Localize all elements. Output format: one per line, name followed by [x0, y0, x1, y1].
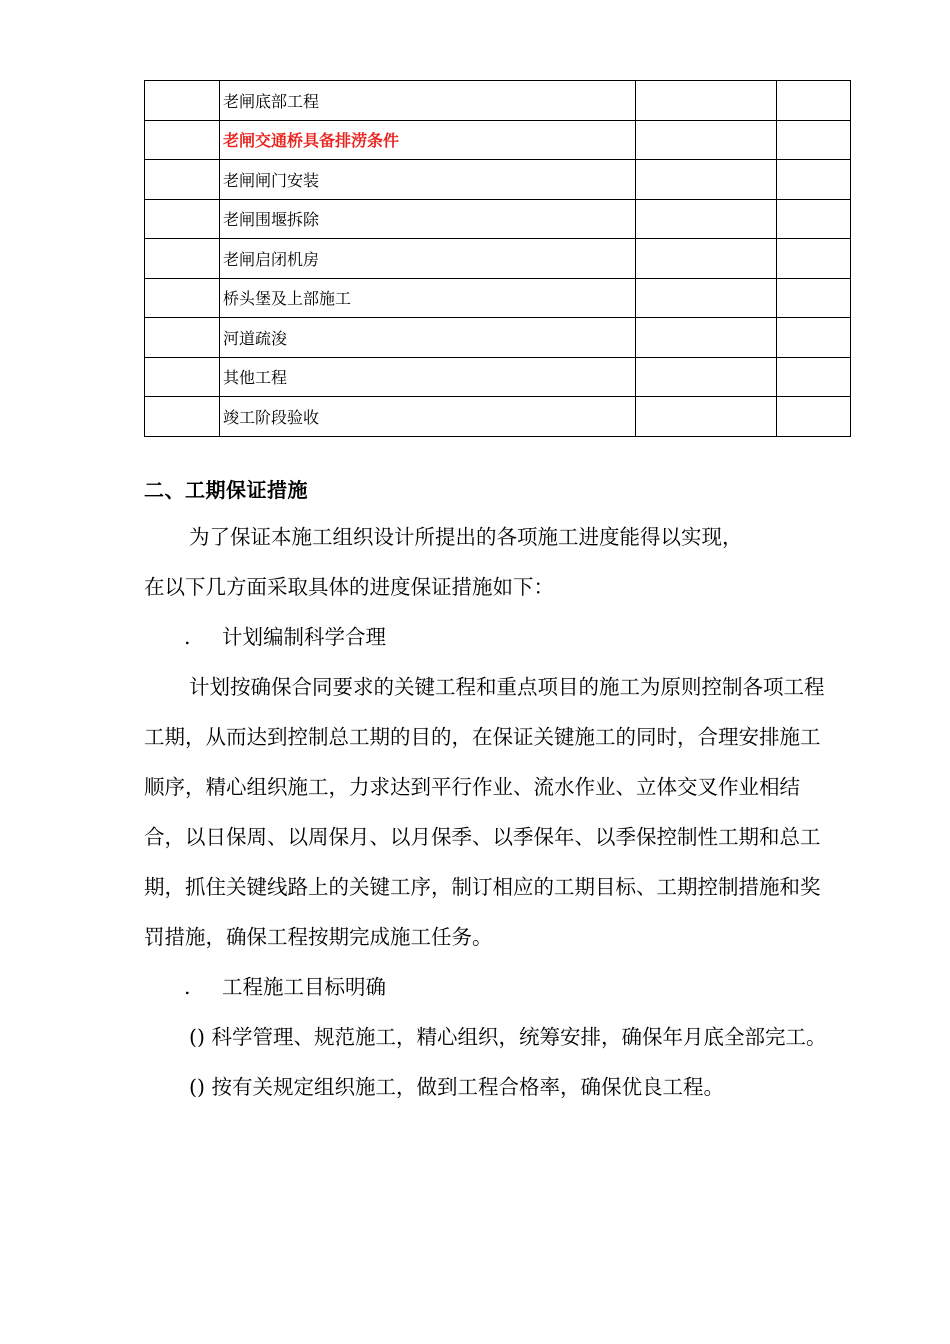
table-cell-blank — [636, 239, 777, 279]
table-cell-item: 老闸底部工程 — [220, 81, 636, 121]
table-cell-item: 老闸闸门安装 — [220, 160, 636, 200]
table-cell-blank — [777, 160, 851, 200]
point-1-bullet: . — [184, 625, 191, 649]
section-heading: 二、工期保证措施 — [144, 478, 308, 502]
table-cell-blank — [777, 397, 851, 437]
table-cell-blank — [145, 318, 220, 358]
table-cell-blank — [636, 81, 777, 121]
item-1-paren: () — [189, 1025, 205, 1049]
point-1-paragraph: 计划按确保合同要求的关键工程和重点项目的施工为原则控制各项工程工期，从而达到控制总工期的目的，在保证关键施工的同时，合理安排施工顺序，精心组织施工，力求达到平行作业、流水作业、立体交叉作业相结合，以日保周、以周保月、以月保季、以季保年、以季保控制性工期和总工期，抓住关键线路上的关键工序，制订相应的工期目标、工期控制措施和奖罚措施，确保工程按期完成施工任务。 — [144, 675, 825, 949]
table-cell-item: 河道疏浚 — [220, 318, 636, 358]
table-cell-blank — [636, 318, 777, 358]
table-row — [145, 199, 851, 239]
table-cell-item: 竣工阶段验收 — [220, 397, 636, 437]
table-cell-blank — [777, 278, 851, 318]
table-cell-blank — [145, 397, 220, 437]
table-cell-blank — [777, 357, 851, 397]
point-2-bullet: . — [184, 975, 191, 999]
table-row — [145, 318, 851, 358]
table-cell-blank — [636, 120, 777, 160]
item-1-text: 科学管理、规范施工，精心组织，统筹安排，确保年月底全部完工。 — [211, 1025, 827, 1049]
table-cell-blank — [777, 81, 851, 121]
table-cell-blank — [777, 239, 851, 279]
item-2-paren: () — [189, 1075, 205, 1099]
section-body — [144, 512, 834, 1112]
point-1-title: 计划编制科学合理 — [222, 625, 386, 649]
table-cell-item-highlighted: 老闸交通桥具备排涝条件 — [220, 120, 636, 160]
table-cell-blank — [145, 278, 220, 318]
table-row — [145, 357, 851, 397]
table-cell-blank — [145, 81, 220, 121]
table-row — [145, 239, 851, 279]
table-cell-item: 桥头堡及上部施工 — [220, 278, 636, 318]
point-1-heading — [144, 612, 834, 662]
table-cell-blank — [145, 160, 220, 200]
table-cell-blank — [636, 278, 777, 318]
point-2-item-1 — [144, 1012, 834, 1062]
table-cell-blank — [636, 397, 777, 437]
table-cell-blank — [636, 199, 777, 239]
table-cell-blank — [777, 199, 851, 239]
table-cell-item: 老闸启闭机房 — [220, 239, 636, 279]
table-row — [145, 278, 851, 318]
table-cell-item: 其他工程 — [220, 357, 636, 397]
intro-line-2: 在以下几方面采取具体的进度保证措施如下： — [144, 575, 554, 599]
point-2-title: 工程施工目标明确 — [222, 975, 386, 999]
point-2-heading — [144, 962, 834, 1012]
table-row — [145, 160, 851, 200]
table-cell-item: 老闸围堰拆除 — [220, 199, 636, 239]
table-cell-blank — [145, 199, 220, 239]
table-cell-blank — [145, 239, 220, 279]
table-cell-blank — [777, 318, 851, 358]
table-cell-blank — [636, 160, 777, 200]
schedule-table — [144, 80, 851, 437]
item-2-text: 按有关规定组织施工，做到工程合格率，确保优良工程。 — [211, 1075, 725, 1099]
point-2-item-2 — [144, 1062, 834, 1112]
table-cell-blank — [777, 120, 851, 160]
table-cell-blank — [145, 357, 220, 397]
table-cell-blank — [636, 357, 777, 397]
table-row — [145, 397, 851, 437]
table-cell-blank — [145, 120, 220, 160]
table-row — [145, 81, 851, 121]
intro-line-1: 为了保证本施工组织设计所提出的各项施工进度能得以实现， — [189, 525, 743, 549]
table-row — [145, 120, 851, 160]
